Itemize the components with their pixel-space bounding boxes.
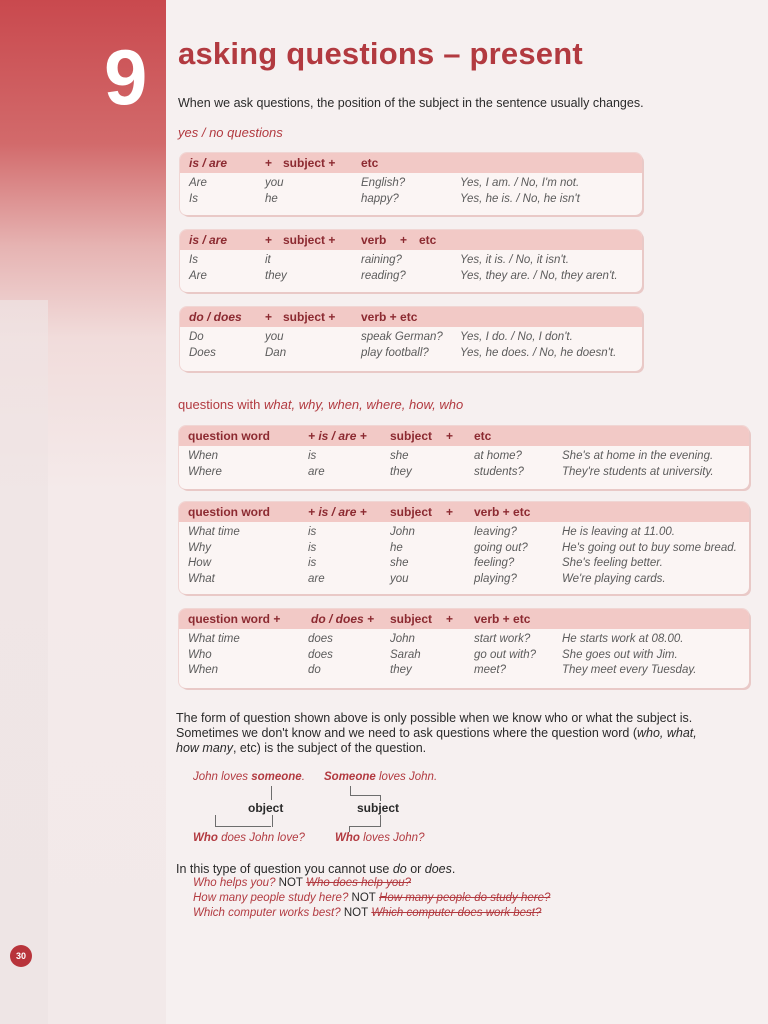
table-row: Are you English? Yes, I am. / No, I'm not. xyxy=(189,177,580,189)
table-header: question word + is / are + subject + etc xyxy=(179,426,749,446)
table-header: is / are + subject + etc xyxy=(180,153,642,173)
example-object-question: Who does John love? xyxy=(193,832,305,844)
table-row: What time is John leaving? He is leaving at 11.00. xyxy=(188,526,675,538)
table-row: What time does John start work? He starts work at 08.00. xyxy=(188,633,684,645)
not-example-3: Which computer works best? NOT Which computer does work best? xyxy=(193,907,542,919)
table-row: How is she feeling? She's feeling better. xyxy=(188,557,663,569)
yesno-table-1 xyxy=(180,153,642,215)
example-subject-sentence: Someone loves John. xyxy=(324,771,438,783)
table-row: Are they reading? Yes, they are. / No, they aren't. xyxy=(189,269,618,282)
table-header: is / are + subject + verb + etc xyxy=(180,230,642,250)
rule-paragraph: In this type of question you cannot use do or does. xyxy=(176,862,456,876)
table-header: question word + is / are + subject + verb + etc xyxy=(179,502,749,522)
table-row: What are you playing? We're playing cards. xyxy=(188,572,666,585)
wh-heading: questions with what, why, when, where, how, who xyxy=(178,397,464,412)
page-number-badge: 30 xyxy=(10,945,32,967)
wh-table-1 xyxy=(179,426,749,489)
table-header: do / does + subject + verb + etc xyxy=(180,307,642,327)
connector-line xyxy=(350,786,381,796)
table-row: Do you speak German? Yes, I do. / No, I don't. xyxy=(189,331,573,343)
not-example-1: Who helps you? NOT Who does help you? xyxy=(193,877,412,889)
table-row: Who does Sarah go out with? She goes out with Jim. xyxy=(188,648,678,661)
table-row: Why is he going out? He's going out to buy some bread. xyxy=(188,541,737,554)
wh-table-3 xyxy=(179,609,749,688)
page-title: asking questions – present xyxy=(178,36,583,71)
connector-line xyxy=(271,786,272,800)
table-row: When is she at home? She's at home in the evening. xyxy=(188,450,714,462)
sidebar-strip xyxy=(0,300,48,1024)
table-header: question word + do / does + subject + verb + etc xyxy=(179,609,749,629)
example-object-sentence: John loves someone. xyxy=(193,771,305,783)
yesno-table-3 xyxy=(180,307,642,371)
object-label: object xyxy=(248,801,284,815)
wh-table-2 xyxy=(179,502,749,594)
unit-number: 9 xyxy=(104,33,148,121)
yesno-table-2 xyxy=(180,230,642,292)
table-row: Is he happy? Yes, he is. / No, he isn't xyxy=(189,192,580,205)
not-example-2: How many people study here? NOT How many people do study here? xyxy=(193,892,551,904)
connector-line xyxy=(215,826,271,827)
connector-line xyxy=(349,815,381,827)
table-row: Is it raining? Yes, it is. / No, it isn't. xyxy=(189,254,569,266)
table-row: Does Dan play football? Yes, he does. / No, he doesn't. xyxy=(189,346,617,359)
explanation-paragraph: The form of question shown above is only possible when we know who or what the subject is. Sometimes we don't know and we need to ask questions where the question word (who, what, how many, etc) is the subject of the question. xyxy=(176,711,697,755)
table-row: Where are they students? They're students at university. xyxy=(188,465,714,478)
intro-text: When we ask questions, the position of the subject in the sentence usually changes. xyxy=(178,96,644,110)
yesno-heading: yes / no questions xyxy=(178,125,283,140)
subject-label: subject xyxy=(357,801,400,815)
table-row: When do they meet? They meet every Tuesday. xyxy=(188,664,697,676)
example-subject-question: Who loves John? xyxy=(335,832,425,844)
